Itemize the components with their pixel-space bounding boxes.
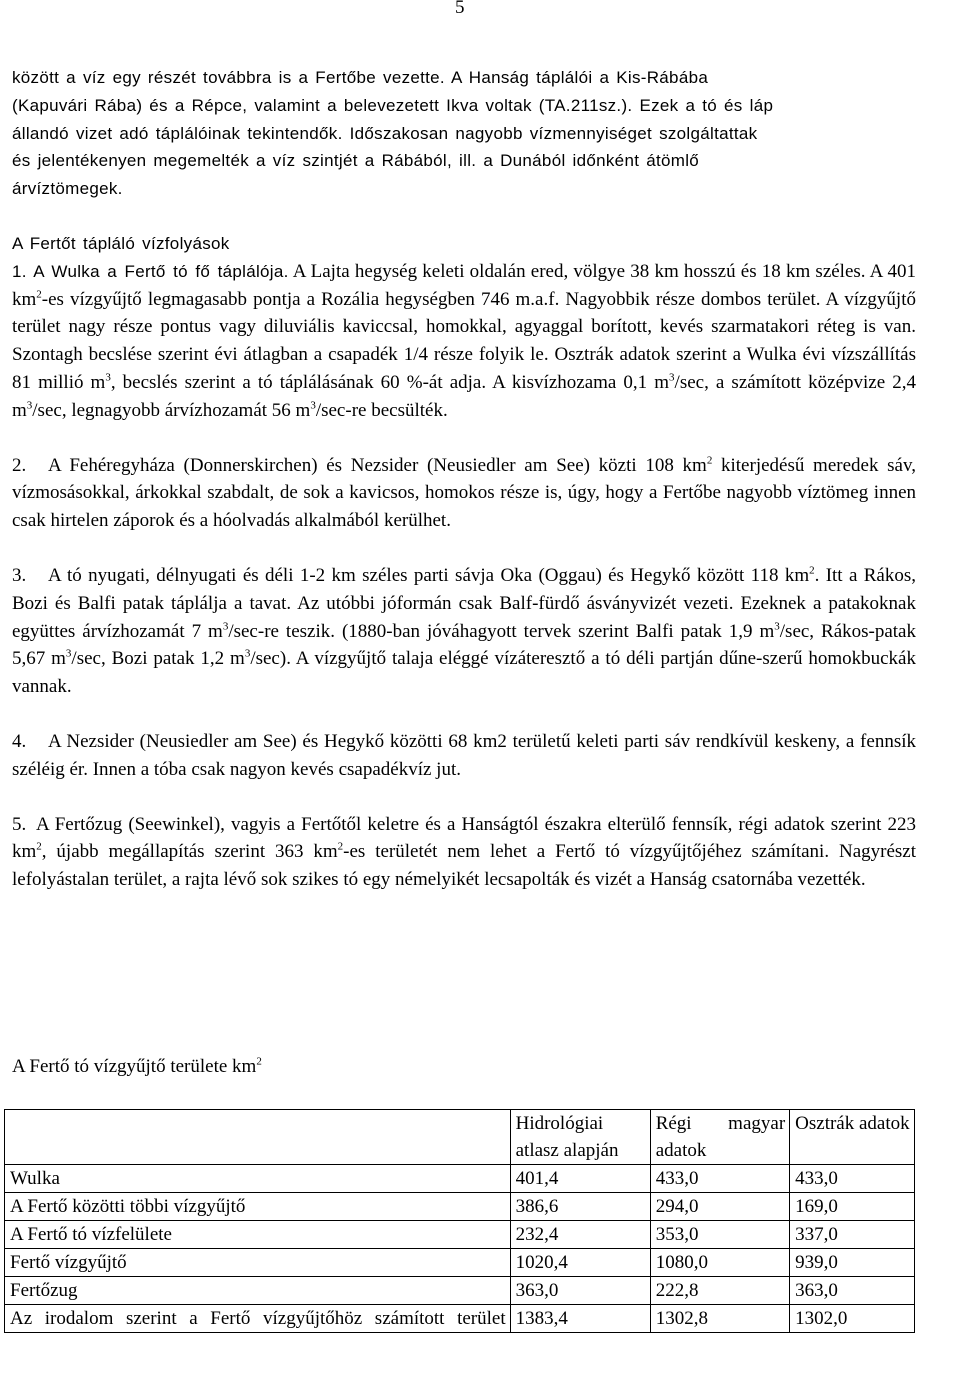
superscript: 2 bbox=[809, 564, 815, 577]
intro-line: (Kapuvári Rába) és a Répce, valamint a belevezetett Ikva voltak (TA.211sz.). Ezek a tó és láp bbox=[12, 95, 774, 115]
item5-text: , újabb megállapítás szerint 363 km bbox=[41, 841, 338, 863]
table-header-cell bbox=[5, 1110, 511, 1165]
item1-lead: 1. A Wulka a Fertő tó fő táplálója. bbox=[12, 261, 289, 281]
table-row bbox=[5, 1277, 915, 1305]
table-row bbox=[5, 1221, 915, 1249]
table-cell: 1383,4 bbox=[510, 1305, 650, 1333]
superscript: 2 bbox=[36, 288, 42, 301]
table-cell: A Fertő tó vízfelülete bbox=[5, 1221, 511, 1249]
table-cell: 337,0 bbox=[790, 1221, 915, 1249]
page-number: 5 bbox=[455, 0, 465, 18]
item1-text: A Lajta hegység keleti oldalán ered, völgye 38 km hosszú és 18 km széles. A 401 km bbox=[12, 260, 917, 310]
item3-text: /sec). A vízgyűjtő talaja eléggé vízáteresztő a tó déli partján dűne-szerű homokbuckák vannak. bbox=[12, 648, 916, 698]
table-row bbox=[5, 1249, 915, 1277]
superscript: 2 bbox=[706, 454, 713, 467]
table-cell: A Fertő közötti többi vízgyűjtő bbox=[5, 1193, 511, 1221]
table-cell: 433,0 bbox=[790, 1165, 915, 1193]
table-cell: Fertőzug bbox=[5, 1277, 511, 1305]
superscript: 2 bbox=[36, 841, 42, 853]
table-cell: 401,4 bbox=[510, 1165, 650, 1193]
table-title bbox=[12, 1056, 262, 1078]
intro-line: között a víz egy részét továbbra is a Fertőbe vezette. A Hanság táplálói a Kis-Rábába bbox=[12, 68, 709, 87]
item1-text: /sec, legnagyobb árvízhozamát 56 m bbox=[32, 399, 311, 421]
intro-paragraph bbox=[12, 64, 916, 203]
item1-text: /sec, a számított középvize 2,4 m bbox=[12, 371, 917, 421]
table-cell: 363,0 bbox=[510, 1277, 650, 1305]
paragraph-item-3 bbox=[12, 562, 916, 701]
intro-line: és jelentékenyen megemelték a víz szintjét a Rábából, ill. a Dunából időnként átömlő bbox=[12, 151, 700, 171]
superscript: 3 bbox=[222, 620, 229, 633]
superscript: 3 bbox=[669, 371, 675, 384]
superscript: 2 bbox=[337, 841, 344, 853]
table-cell: 232,4 bbox=[510, 1221, 650, 1249]
table-cell: 294,0 bbox=[650, 1193, 789, 1221]
section-heading: A Fertőt tápláló vízfolyások bbox=[12, 233, 230, 253]
paragraph-item-4 bbox=[12, 728, 916, 784]
item5-text: A Fertőzug (Seewinkel), vagyis a Fertőtől keletre és a Hanságtól északra elterülő fennsík, régi adatok szerint 223 km bbox=[12, 813, 916, 863]
item1-text: /sec-re becsülték. bbox=[315, 399, 448, 421]
table-cell: 433,0 bbox=[650, 1165, 789, 1193]
intro-line: állandó vizet adó táplálóinak tekintendők. Időszakosan nagyobb vízmennyiséget szolgáltattak bbox=[12, 123, 758, 143]
superscript: 3 bbox=[105, 371, 111, 384]
table-cell: 1020,4 bbox=[510, 1249, 650, 1277]
table-header-row bbox=[5, 1110, 915, 1165]
table-cell: 1080,0 bbox=[650, 1249, 789, 1277]
table-cell: 353,0 bbox=[650, 1221, 789, 1249]
item2-text: A Fehéregyháza (Donnerskirchen) és Nezsider (Neusiedler am See) közti 108 km bbox=[48, 454, 707, 476]
superscript: 3 bbox=[774, 620, 780, 633]
item1-text: -es vízgyűjtő legmagasabb pontja a Rozália hegységben 746 m.a.f. Nagyobbik része dombos terület. A vízgyűjtő terület nagy része pontus vagy diluviális kaviccsal, homokkal, agyaggal borított, kevés szarmatakori réteg is van. Szontagh becslése szerint évi átlagban a csapadék 1/4 része folyik le. Osztrák adatok szerint a Wulka évi vízszállítás 81 millió m bbox=[12, 288, 916, 393]
item3-text: /sec-re teszik. (1880-ban jóváhagyott tervek szerint Balfi patak 1,9 m bbox=[228, 620, 775, 642]
table-cell bbox=[5, 1305, 511, 1333]
superscript: 3 bbox=[26, 399, 33, 412]
table-cell: Wulka bbox=[5, 1165, 511, 1193]
paragraph-item-5 bbox=[12, 811, 916, 894]
table-cell: 222,8 bbox=[650, 1277, 789, 1305]
catchment-area-table bbox=[4, 1109, 915, 1333]
item-number: 3. bbox=[12, 564, 27, 586]
table-cell: 169,0 bbox=[790, 1193, 915, 1221]
table-cell: Fertő vízgyűjtő bbox=[5, 1249, 511, 1277]
table-cell: 386,6 bbox=[510, 1193, 650, 1221]
table-cell: 939,0 bbox=[790, 1249, 915, 1277]
item-number: 4. bbox=[12, 730, 27, 752]
table-header-text: Régi magyar adatok bbox=[655, 1113, 786, 1161]
table-title-text: A Fertő tó vízgyűjtő területe km bbox=[12, 1056, 257, 1077]
superscript: 3 bbox=[65, 648, 72, 661]
item5-text: -es területét nem lehet a Fertő tó vízgyűjtőjéhez számítani. Nagyrészt lefolyástalan terület, a rajta lévő sok szikes tó egy némelyikét lecsapolták és vizét a Hanság csatornába vezették. bbox=[12, 841, 917, 891]
item3-text: /sec, Rákos-patak 5,67 m bbox=[12, 620, 916, 670]
table-cell: 1302,8 bbox=[650, 1305, 789, 1333]
table-header-cell: Hidrológiai atlasz alapján bbox=[510, 1110, 650, 1165]
table-cell: 363,0 bbox=[790, 1277, 915, 1305]
table-header-cell: Osztrák adatok bbox=[790, 1110, 915, 1165]
table-cell: 1302,0 bbox=[790, 1305, 915, 1333]
table-cell-text: Az irodalom szerint a Fertő vízgyűjtőhöz számított terület bbox=[10, 1308, 506, 1329]
superscript: 3 bbox=[310, 399, 316, 412]
document-body bbox=[12, 64, 916, 894]
paragraph-item-2 bbox=[12, 452, 916, 535]
superscript: 2 bbox=[256, 1055, 262, 1068]
intro-line: árvíztömegek. bbox=[12, 179, 123, 199]
item4-text: A Nezsider (Neusiedler am See) és Hegykő közötti 68 km2 területű keleti parti sáv rendkívül keskeny, a fennsík széléig ér. Innen a tóba csak nagyon kevés csapadékvíz jut. bbox=[12, 730, 916, 780]
table-row bbox=[5, 1193, 915, 1221]
item2-text: kiterjedésű meredek sáv, vízmosásokkal, árkokkal szabdalt, de sok a kavicsos, homokos része is, úgy, hogy a Fertőbe nagyobb víztömeg innen csak hirtelen záporok és a hóolvadás alkalmából kerülhet. bbox=[12, 454, 916, 532]
item1-text: , becslés szerint a tó táplálásának 60 %-át adja. A kisvízhozama 0,1 m bbox=[110, 371, 670, 393]
item-number: 5. bbox=[12, 813, 27, 835]
table-header-cell bbox=[650, 1110, 789, 1165]
superscript: 3 bbox=[244, 648, 251, 661]
table-row bbox=[5, 1165, 915, 1193]
table-row bbox=[5, 1305, 915, 1333]
item3-text: A tó nyugati, délnyugati és déli 1-2 km széles parti sávja Oka (Oggau) és Hegykő között 118 km bbox=[48, 564, 810, 586]
paragraph-item-1 bbox=[12, 258, 916, 425]
item3-text: . Itt a Rákos, Bozi és Balfi patak táplálja a tavat. Az utóbbi jóformán csak Balf-fürdő ásványvizét vezeti. Ezeknek a patakoknak együttes árvízhozamát 7 m bbox=[12, 564, 916, 642]
item3-text: /sec, Bozi patak 1,2 m bbox=[71, 648, 245, 670]
item-number: 2. bbox=[12, 454, 27, 476]
